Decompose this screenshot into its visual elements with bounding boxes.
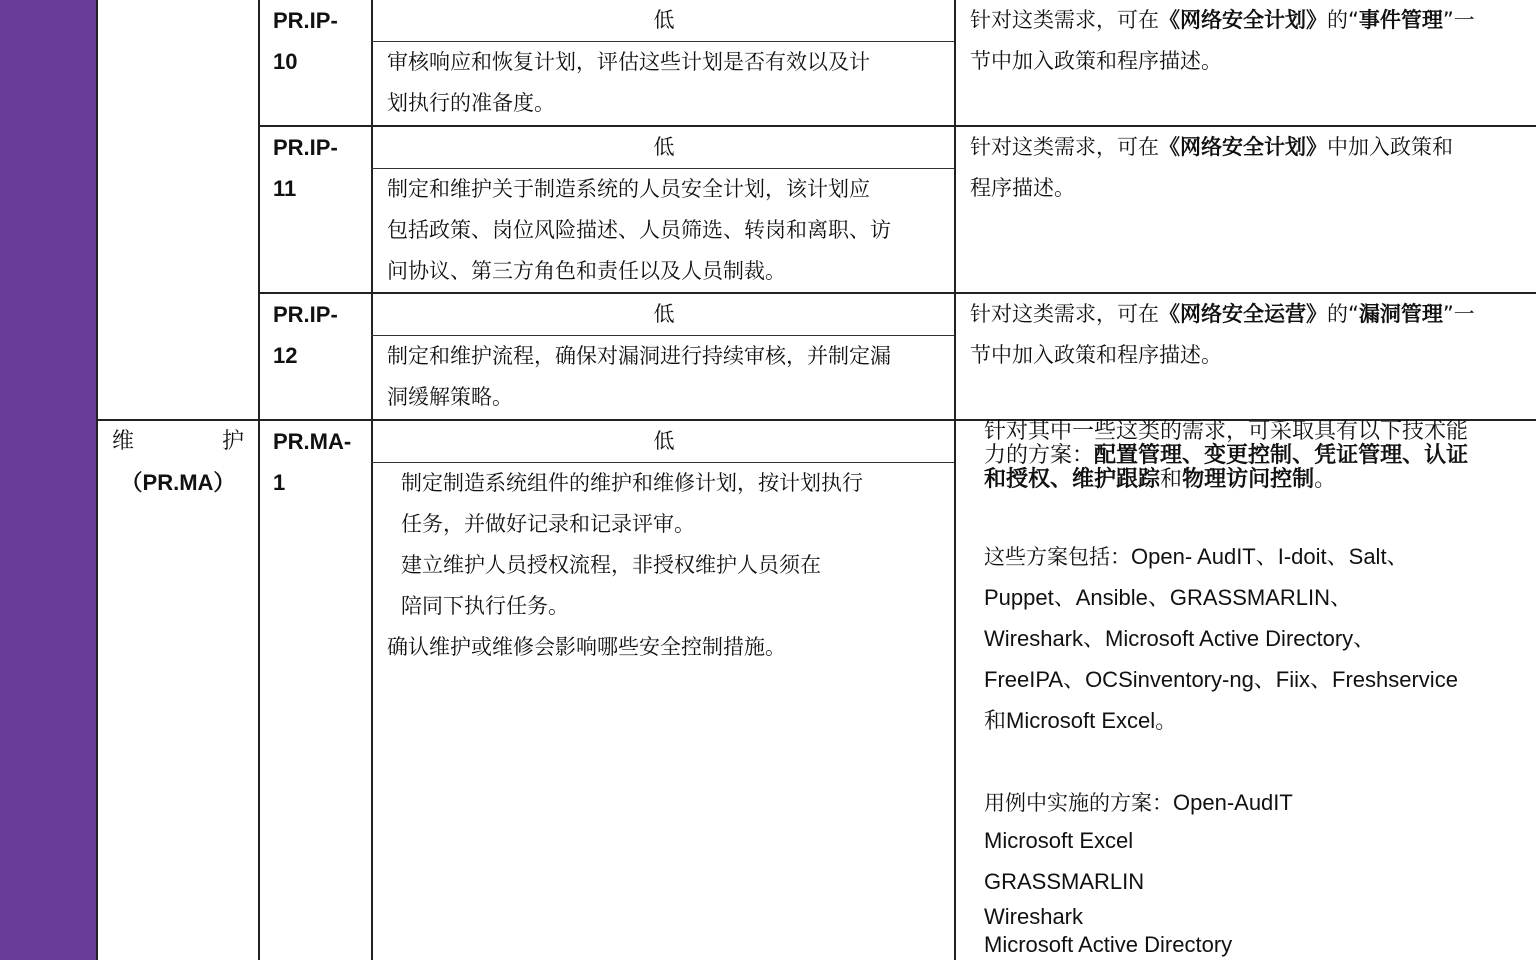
implemented-solution: GRASSMARLIN — [984, 869, 1145, 894]
note-text: ”一 — [1442, 302, 1475, 326]
note-line — [984, 444, 1532, 468]
category-char: 维 — [112, 429, 135, 454]
document-page — [96, 0, 1536, 960]
control-code — [273, 0, 377, 82]
note-line — [970, 127, 1532, 168]
capability-term: 维护跟踪 — [1072, 467, 1161, 492]
note-line: 针对其中一些这类的需求，可采取具有以下技术能 — [984, 419, 1469, 444]
note-text: 力的方案： — [984, 443, 1095, 468]
implemented-label: 用例中实施的方案： — [984, 791, 1173, 815]
note-document-ref: 《网络安全计划》 — [1159, 8, 1327, 32]
solution-names: FreeIPA、OCSinventory-ng、Fiix、Freshservice — [984, 667, 1458, 692]
solution-names: Open- AudIT、I-doit、Salt、 — [1131, 544, 1409, 569]
requirement-line: 陪同下执行任务。 — [401, 594, 569, 618]
note-document-ref: 《网络安全运营》 — [1159, 302, 1327, 326]
requirement-text — [387, 336, 953, 418]
requirement-line: 洞缓解策略。 — [387, 385, 513, 409]
solution-names: Wireshark、Microsoft Active Directory、 — [984, 626, 1376, 651]
note-line: 节中加入政策和程序描述。 — [970, 49, 1222, 73]
control-code-line: 10 — [273, 49, 298, 74]
requirement-line: 任务，并做好记录和记录评审。 — [401, 512, 695, 536]
solutions-label: 这些方案包括： — [984, 545, 1131, 569]
requirement-line: 制定制造系统组件的维护和维修计划，按计划执行 — [401, 471, 863, 495]
requirement-line: 包括政策、岗位风险描述、人员筛选、转岗和离职、访 — [387, 218, 891, 242]
control-code-line: PR.IP- — [273, 8, 338, 33]
control-code-line: 12 — [273, 343, 298, 368]
note-text: 的“ — [1327, 8, 1359, 32]
solution-names: 和Microsoft Excel。 — [984, 708, 1178, 733]
control-code-line: 1 — [273, 470, 286, 495]
requirement-line: 划执行的准备度。 — [387, 91, 555, 115]
note-text: 中加入政策和 — [1327, 135, 1453, 159]
note-separator: 、 — [1292, 443, 1315, 468]
note-line — [984, 468, 1532, 492]
category-name — [112, 421, 244, 462]
capability-term: 认证 — [1424, 443, 1469, 468]
note-section-ref: 漏洞管理 — [1358, 302, 1443, 326]
priority-label: 低 — [653, 8, 675, 32]
implemented-solution: Wireshark — [984, 904, 1084, 929]
priority-label: 低 — [653, 302, 675, 326]
implemented-solution: Microsoft Active Directory — [984, 932, 1233, 957]
category-cell — [112, 421, 244, 503]
note-separator: 、 — [1050, 467, 1073, 492]
implementation-note — [970, 127, 1532, 209]
note-separator: 、 — [1402, 443, 1425, 468]
note-text: 针对这类需求，可在 — [970, 8, 1159, 32]
control-code-line: PR.MA- — [273, 429, 352, 454]
requirement-text — [387, 463, 953, 668]
requirement-line: 建立维护人员授权流程，非授权维护人员须在 — [401, 553, 821, 577]
capability-term: 变更控制 — [1204, 443, 1293, 468]
solutions-line — [984, 540, 1409, 571]
note-line — [970, 0, 1532, 41]
note-text: 针对这类需求，可在 — [970, 302, 1159, 326]
note-text: ”一 — [1442, 8, 1475, 32]
capability-term: 和授权 — [984, 467, 1051, 492]
note-section-ref: 事件管理 — [1358, 8, 1443, 32]
category-char: 护 — [221, 429, 244, 454]
requirement-text — [387, 169, 953, 292]
control-code — [273, 127, 377, 209]
left-accent-band — [0, 0, 96, 960]
control-code-line: 11 — [273, 176, 297, 201]
control-code — [273, 294, 377, 376]
note-line: 节中加入政策和程序描述。 — [970, 343, 1222, 367]
control-code-line: PR.IP- — [273, 302, 338, 327]
requirement-line: 审核响应和恢复计划，评估这些计划是否有效以及计 — [387, 50, 870, 74]
capability-term: 配置管理 — [1094, 443, 1183, 468]
solution-names: Puppet、Ansible、GRASSMARLIN、 — [984, 585, 1353, 610]
capability-term: 凭证管理 — [1314, 443, 1403, 468]
note-line — [970, 294, 1532, 335]
requirement-line: 制定和维护流程，确保对漏洞进行持续审核，并制定漏 — [387, 344, 891, 368]
note-separator: 、 — [1182, 443, 1205, 468]
requirement-line: 确认维护或维修会影响哪些安全控制措施。 — [387, 635, 786, 659]
requirement-line: 制定和维护关于制造系统的人员安全计划，该计划应 — [387, 177, 870, 201]
table-column-divider — [954, 0, 956, 960]
note-line: 程序描述。 — [970, 176, 1075, 200]
capability-note — [984, 420, 1532, 492]
note-text: 。 — [1314, 467, 1337, 492]
requirement-line: 问协议、第三方角色和责任以及人员制裁。 — [387, 259, 786, 283]
note-text: 针对这类需求，可在 — [970, 135, 1159, 159]
capability-term: 物理访问控制 — [1182, 467, 1315, 492]
priority-label: 低 — [653, 135, 675, 159]
requirement-text — [387, 42, 953, 124]
table-column-divider — [258, 0, 260, 960]
implemented-solution: Microsoft Excel — [984, 828, 1134, 853]
note-document-ref: 《网络安全计划》 — [1159, 135, 1327, 159]
table-border-left — [96, 0, 98, 960]
note-text: 和 — [1160, 467, 1183, 492]
implemented-solution: Open-AudIT — [1173, 790, 1293, 815]
control-code-line: PR.IP- — [273, 135, 338, 160]
category-code: （PR.MA） — [120, 470, 236, 495]
implementation-note — [970, 294, 1532, 376]
note-text: 的“ — [1327, 302, 1359, 326]
implementation-note — [970, 0, 1532, 82]
priority-label: 低 — [653, 429, 675, 453]
control-code — [273, 421, 377, 503]
implemented-line — [984, 787, 1293, 817]
